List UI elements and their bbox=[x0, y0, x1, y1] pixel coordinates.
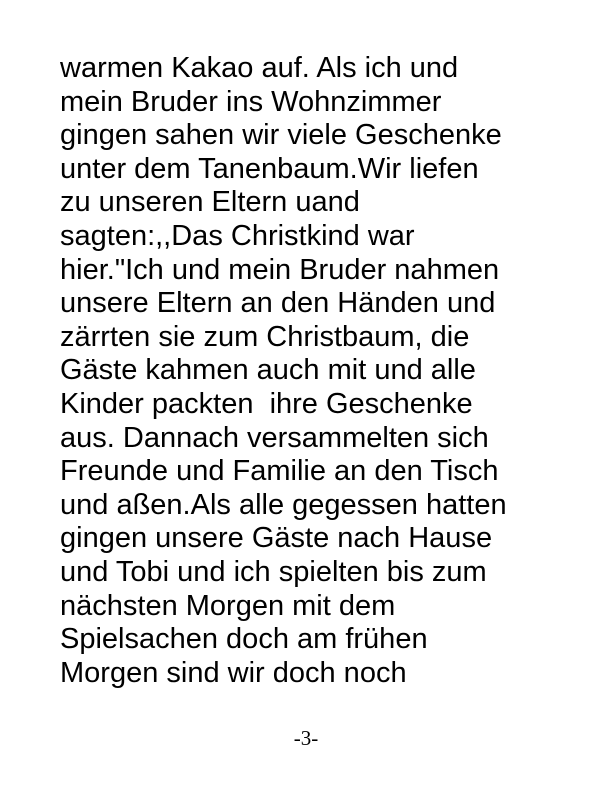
text-line: gingen sahen wir viele Geschenke bbox=[60, 119, 502, 152]
text-line: gingen unsere Gäste nach Hause bbox=[60, 522, 493, 555]
text-line: unter dem Tanenbaum.Wir liefen bbox=[60, 152, 479, 185]
text-line: Morgen sind wir doch noch bbox=[60, 656, 407, 689]
text-line: warmen Kakao auf. Als ich und bbox=[60, 52, 459, 84]
text-line: mein Bruder ins Wohnzimmer bbox=[60, 85, 442, 118]
text-line: Spielsachen doch am frühen bbox=[60, 623, 428, 656]
page-number: -3- bbox=[293, 726, 319, 750]
text-line: und aßen.Als alle gegessen hatten bbox=[60, 488, 507, 521]
text-line: Kinder packten ihre Geschenke bbox=[60, 387, 473, 420]
story-text bbox=[60, 52, 580, 690]
text-line: aus. Dannach versammelten sich bbox=[60, 421, 489, 454]
text-line: unsere Eltern an den Händen und bbox=[60, 287, 496, 320]
text-line: hier."Ich und mein Bruder nahmen bbox=[60, 253, 500, 286]
text-line: Freunde und Familie an den Tisch bbox=[60, 455, 499, 488]
text-line: und Tobi und ich spielten bis zum bbox=[60, 555, 487, 588]
text-line: zu unseren Eltern uand bbox=[60, 186, 360, 219]
text-line: sagten:,,Das Christkind war bbox=[60, 219, 415, 252]
text-line: zärrten sie zum Christbaum, die bbox=[60, 320, 470, 353]
text-line: nächsten Morgen mit dem bbox=[60, 589, 396, 622]
text-line: Gäste kahmen auch mit und alle bbox=[60, 354, 476, 387]
